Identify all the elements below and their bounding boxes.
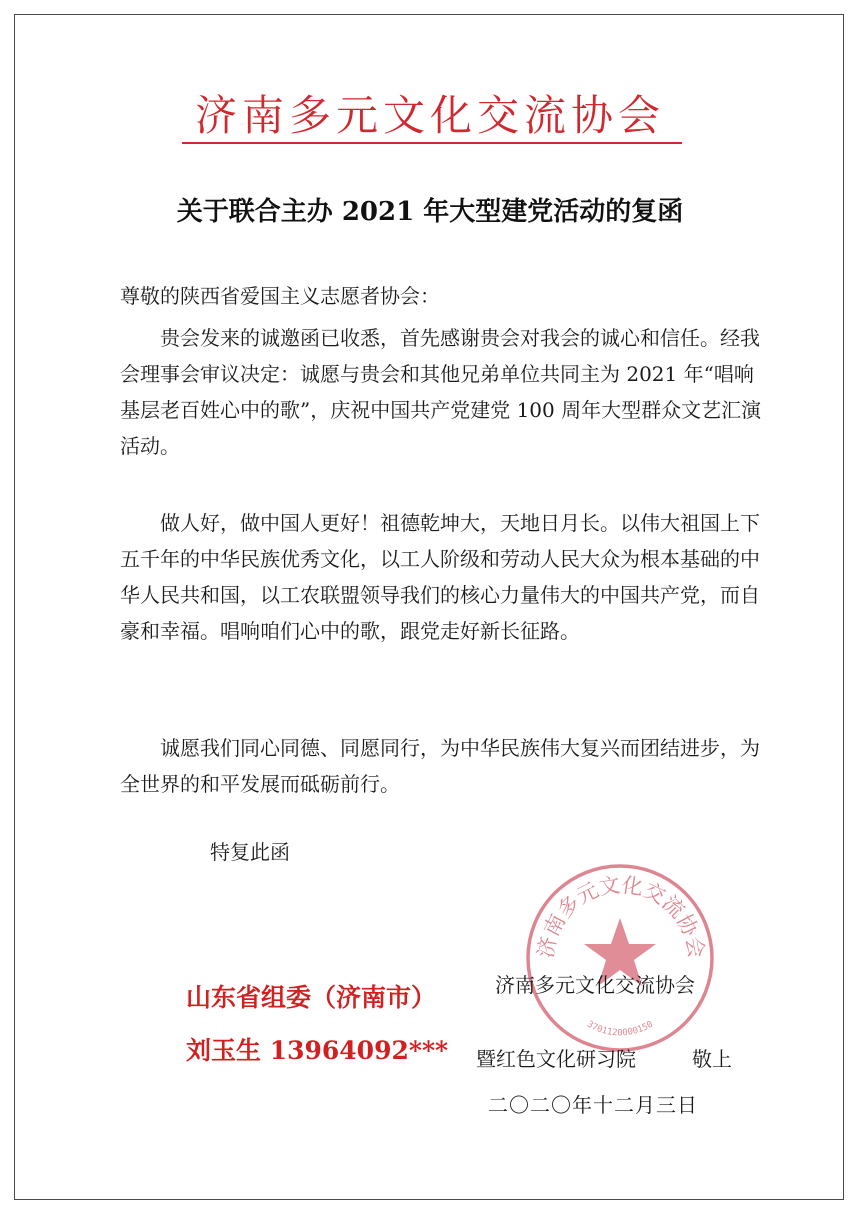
contact-organization: 山东省组委（济南市） [186, 983, 437, 1012]
body-paragraph-3: 诚愿我们同心同德、同愿同行，为中华民族伟大复兴而团结进步，为全世界的和平发展而砥砺前行。 [120, 736, 760, 796]
contact-person: 刘玉生 13964092*** [186, 1036, 449, 1065]
letterhead-rule [182, 142, 682, 144]
sender-institute: 暨红色文化研习院 [476, 1047, 636, 1071]
signature-date: 二〇二〇年十二月三日 [488, 1093, 698, 1117]
body-paragraph-1: 贵会发来的诚邀函已收悉，首先感谢贵会对我会的诚心和信任。经我会理事会审议决定：诚愿与贵会和其他兄弟单位共同主为 2021 年“唱响基层老百姓心中的歌”，庆祝中国共产党建党 100 周年大型群众文艺汇演活动。 [120, 326, 762, 458]
seal-serial-text: 3701120000150 [585, 1019, 655, 1039]
letterhead-title: 济南多元文化交流协会 [194, 91, 665, 140]
body-paragraph-2: 做人好，做中国人更好！祖德乾坤大，天地日月长。以伟大祖国上下五千年的中华民族优秀文化，以工人阶级和劳动人民大众为根本基础的中华人民共和国，以工农联盟领导我们的核心力量伟大的中国共产党，而自豪和幸福。唱响咱们心中的歌，跟党走好新长征路。 [120, 511, 760, 643]
regards: 敬上 [692, 1047, 732, 1071]
sender-organization: 济南多元文化交流协会 [495, 973, 695, 997]
official-seal-stamp [522, 860, 718, 1056]
closing-remark: 特复此函 [210, 840, 290, 864]
salutation: 尊敬的陕西省爱国主义志愿者协会： [120, 284, 440, 308]
seal-ring-text: 济南多元文化交流协会 [533, 872, 709, 960]
document-title: 关于联合主办 2021 年大型建党活动的复函 [176, 197, 684, 227]
